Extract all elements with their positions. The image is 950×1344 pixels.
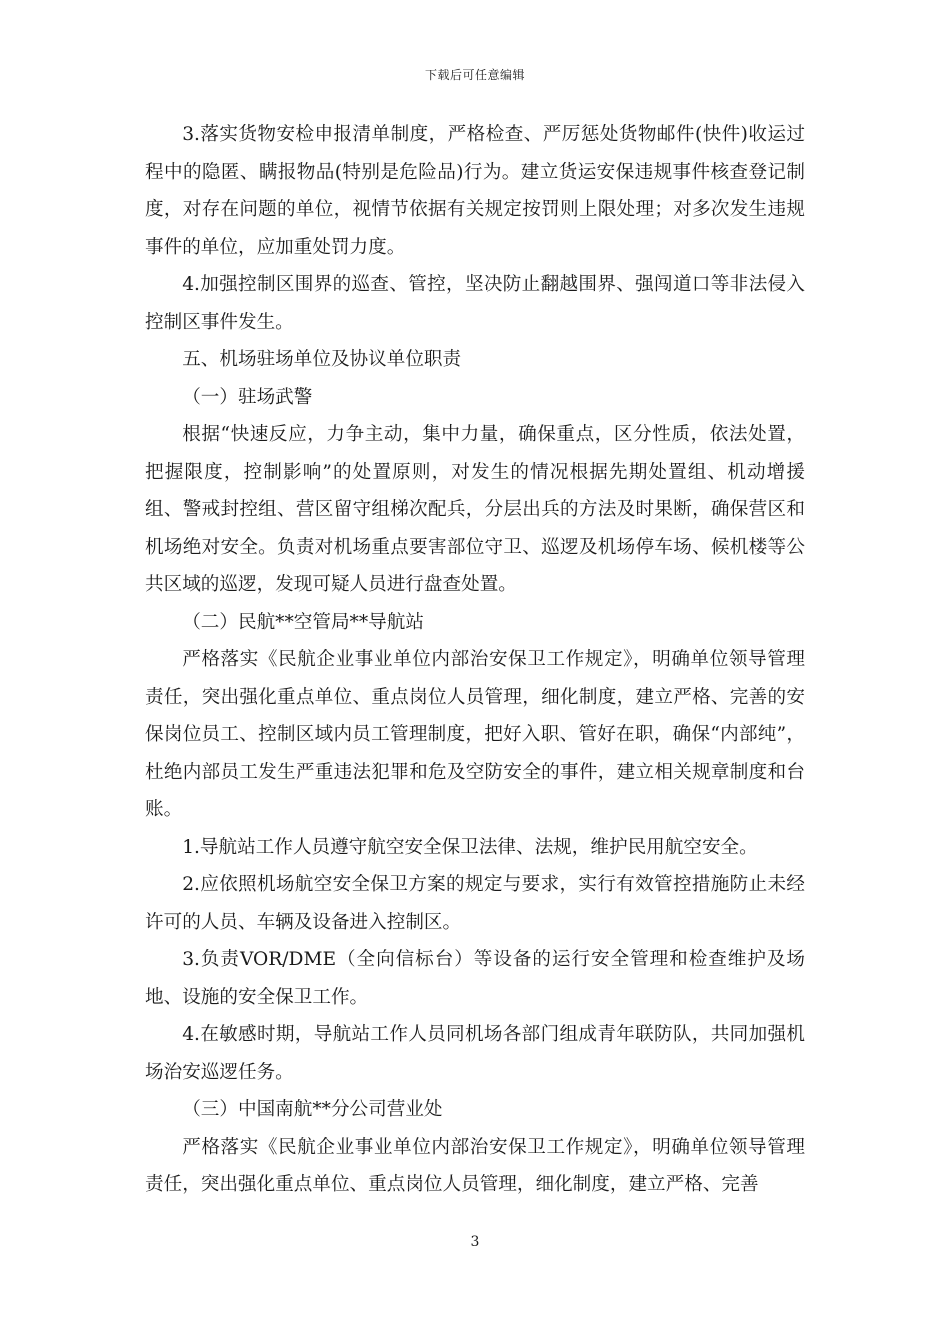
page-number: 3 — [470, 1234, 480, 1250]
document-body — [145, 116, 805, 1204]
list-item-1: 1.导航站工作人员遵守航空安全保卫法律、法规，维护民用航空安全。 — [182, 836, 758, 858]
paragraph-china-southern: 严格落实《民航企业事业单位内部治安保卫工作规定》，明确单位领导管理责任，突出强化重点单位、重点岗位人员管理，细化制度，建立严格、完善 — [145, 1136, 805, 1195]
paragraph-armed-police: 根据“快速反应，力争主动，集中力量，确保重点，区分性质，依法处置，把握限度，控制影响”的处置原则，对发生的情况根据先期处置组、机动增援组、警戒封控组、营区留守组梯次配兵，分层出兵的方法及时果断，确保营区和机场绝对安全。负责对机场重点要害部位守卫、巡逻及机场停车场、候机楼等公共区域的巡逻，发现可疑人员进行盘查处置。 — [145, 424, 805, 595]
subsection-heading-armed-police: （一）驻场武警 — [182, 386, 313, 408]
subsection-heading-navigation-station: （二）民航**空管局**导航站 — [182, 611, 424, 633]
subsection-heading-china-southern: （三）中国南航**分公司营业处 — [182, 1099, 443, 1120]
paragraph-perimeter-patrol: 4.加强控制区围界的巡查、管控，坚决防止翻越围界、强闯道口等非法侵入控制区事件发生。 — [145, 274, 805, 333]
paragraph-navigation-station: 严格落实《民航企业事业单位内部治安保卫工作规定》，明确单位领导管理责任，突出强化重点单位、重点岗位人员管理，细化制度，建立严格、完善的安保岗位员工、控制区域内员工管理制度，把好入职、管好在职，确保“内部纯”，杜绝内部员工发生严重违法犯罪和危及空防安全的事件，建立相关规章制度和台账。 — [145, 649, 805, 820]
list-item-4: 4.在敏感时期，导航站工作人员同机场各部门组成青年联防队，共同加强机场治安巡逻任务。 — [145, 1024, 805, 1083]
list-item-2: 2.应依照机场航空安全保卫方案的规定与要求，实行有效管控措施防止未经许可的人员、车辆及设备进入控制区。 — [145, 874, 805, 933]
list-item-3: 3.负责VOR/DME（全向信标台）等设备的运行安全管理和检查维护及场地、设施的安全保卫工作。 — [145, 949, 805, 1008]
section-heading-5: 五、机场驻场单位及协议单位职责 — [182, 349, 462, 370]
paragraph-cargo-inspection: 3.落实货物安检申报清单制度，严格检查、严厉惩处货物邮件(快件)收运过程中的隐匿、瞒报物品(特别是危险品)行为。建立货运安保违规事件核查登记制度，对存在问题的单位，视情节依据有关规定按罚则上限处理；对多次发生违规事件的单位，应加重处罚力度。 — [145, 124, 805, 258]
page-header: 下载后可任意编辑 — [424, 68, 525, 82]
